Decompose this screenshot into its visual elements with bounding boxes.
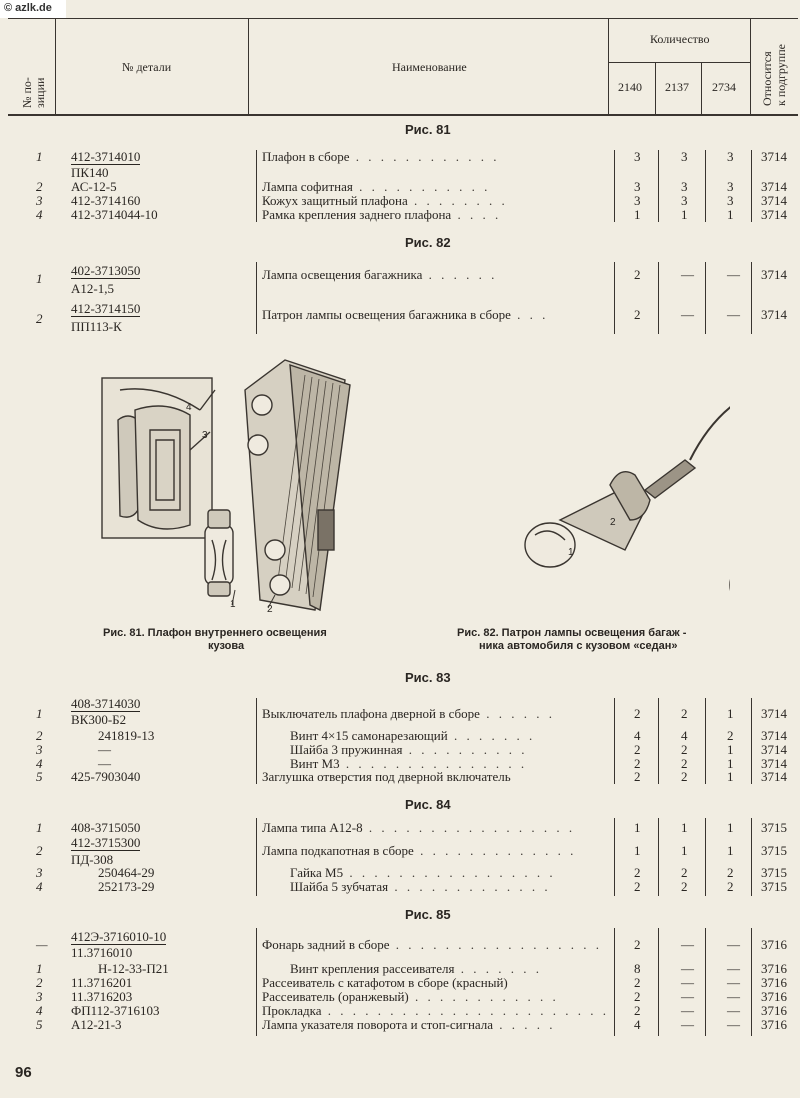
row-qty-2140: 8 bbox=[634, 961, 641, 976]
row-part-number-alt: ПД-308 bbox=[71, 852, 114, 867]
row-qty-2140: 1 bbox=[634, 843, 641, 858]
table-row bbox=[0, 962, 800, 976]
row-name: Рамка крепления заднего плафона . . . . bbox=[262, 208, 502, 222]
row-part-number: 252173-29 bbox=[98, 879, 155, 894]
row-pos: 3 bbox=[36, 989, 43, 1004]
section-title-84: Рис. 84 bbox=[405, 797, 451, 812]
fig81-bulb bbox=[205, 510, 233, 596]
fig82-callout-2: 2 bbox=[610, 517, 616, 528]
row-name: Патрон лампы освещения багажника в сборе . . . bbox=[262, 308, 549, 322]
header-qty-2140: 2140 bbox=[618, 80, 642, 94]
row-part-number: 412-3714150 bbox=[71, 301, 141, 316]
row-qty-2734: — bbox=[727, 267, 740, 282]
watermark: © azlk.de bbox=[0, 0, 66, 18]
section-title-83: Рис. 83 bbox=[405, 670, 451, 685]
header-pos-label-2: зиции bbox=[33, 77, 47, 108]
row-pos: 4 bbox=[36, 756, 43, 771]
row-part-number: 11.3716203 bbox=[71, 989, 133, 1004]
row-group: 3715 bbox=[761, 865, 787, 880]
table-row bbox=[0, 180, 800, 194]
row-group: 3714 bbox=[761, 193, 787, 208]
row-group: 3715 bbox=[761, 879, 787, 894]
row-qty-2140: 2 bbox=[634, 769, 641, 784]
row-pos: 5 bbox=[36, 769, 43, 784]
row-qty-2137: — bbox=[681, 961, 694, 976]
row-qty-2734: 2 bbox=[727, 879, 734, 894]
row-part-number: 241819-13 bbox=[98, 728, 155, 743]
row-qty-2734: 3 bbox=[727, 149, 734, 164]
row-group: 3714 bbox=[761, 769, 787, 784]
row-part-number-alt: ПК140 bbox=[71, 165, 109, 180]
table-row-sub bbox=[0, 713, 800, 727]
row-group: 3714 bbox=[761, 149, 787, 164]
row-part-number: — bbox=[98, 742, 111, 757]
section-title-82: Рис. 82 bbox=[405, 235, 451, 250]
row-qty-2137: 1 bbox=[681, 843, 688, 858]
table-row bbox=[0, 770, 800, 784]
row-pos: 2 bbox=[36, 311, 43, 326]
row-part-number-alt: 11.3716010 bbox=[71, 945, 133, 960]
row-part-number: 412Э-3716010-10 bbox=[71, 929, 167, 944]
row-name: Лампа указателя поворота и стоп-сигнала . . . . . bbox=[262, 1018, 556, 1032]
row-pos: 2 bbox=[36, 975, 43, 990]
table-row bbox=[0, 835, 800, 858]
row-name: Рассеиватель с катафотом в сборе (красный) bbox=[262, 976, 508, 990]
header-group-label-2: к подгруппе bbox=[774, 44, 788, 106]
row-pos: 1 bbox=[36, 271, 43, 286]
row-name: Шайба 3 пружинная . . . . . . . . . . bbox=[290, 743, 528, 757]
row-qty-2137: 2 bbox=[681, 706, 688, 721]
row-part-number: А12-21-3 bbox=[71, 1017, 122, 1032]
row-qty-2137: 2 bbox=[681, 742, 688, 757]
row-group: 3716 bbox=[761, 1017, 787, 1032]
fig82-callout-1: 1 bbox=[568, 547, 574, 558]
table-row bbox=[0, 866, 800, 880]
row-qty-2734: — bbox=[727, 937, 740, 952]
row-qty-2734: 1 bbox=[727, 706, 734, 721]
section-title-85: Рис. 85 bbox=[405, 907, 451, 922]
fig81-inset bbox=[102, 378, 215, 538]
row-qty-2137: — bbox=[681, 989, 694, 1004]
row-name: Лампа подкапотная в сборе . . . . . . . . . . . . . bbox=[262, 844, 577, 858]
row-pos: 3 bbox=[36, 742, 43, 757]
row-pos: 1 bbox=[36, 706, 43, 721]
row-pos: 3 bbox=[36, 193, 43, 208]
row-group: 3714 bbox=[761, 307, 787, 322]
table-row bbox=[0, 821, 800, 835]
table-row bbox=[0, 263, 800, 286]
row-name: Винт крепления рассеивателя . . . . . . . bbox=[290, 962, 542, 976]
table-row bbox=[0, 976, 800, 990]
row-name: Плафон в сборе . . . . . . . . . . . . bbox=[262, 150, 500, 164]
row-qty-2140: 3 bbox=[634, 149, 641, 164]
table-row bbox=[0, 729, 800, 743]
row-part-number: 412-3714010 bbox=[71, 149, 141, 164]
row-qty-2137: — bbox=[681, 937, 694, 952]
header-qty-label: Количество bbox=[650, 32, 710, 46]
row-qty-2734: 1 bbox=[727, 742, 734, 757]
header-qty-2137: 2137 bbox=[665, 80, 689, 94]
row-name: Лампа софитная . . . . . . . . . . . bbox=[262, 180, 491, 194]
table-row bbox=[0, 929, 800, 952]
row-group: 3716 bbox=[761, 961, 787, 976]
row-group: 3714 bbox=[761, 207, 787, 222]
row-qty-2137: — bbox=[681, 1003, 694, 1018]
row-part-number: Н-12-33-П21 bbox=[98, 961, 169, 976]
row-pos: 2 bbox=[36, 179, 43, 194]
row-qty-2140: 2 bbox=[634, 307, 641, 322]
row-group: 3715 bbox=[761, 820, 787, 835]
row-pos: 4 bbox=[36, 1003, 43, 1018]
row-group: 3714 bbox=[761, 179, 787, 194]
row-pos: 2 bbox=[36, 843, 43, 858]
table-row-sub bbox=[0, 166, 800, 180]
row-pos: 1 bbox=[36, 149, 43, 164]
row-name: Лампа типа А12-8 . . . . . . . . . . . . . . . . . bbox=[262, 821, 576, 835]
row-qty-2734: 2 bbox=[727, 728, 734, 743]
row-qty-2137: 4 bbox=[681, 728, 688, 743]
row-part-number: 412-3714160 bbox=[71, 193, 141, 208]
row-qty-2140: 2 bbox=[634, 267, 641, 282]
table-row-sub bbox=[0, 946, 800, 960]
row-part-number: 408-3714030 bbox=[71, 696, 141, 711]
row-qty-2140: 2 bbox=[634, 742, 641, 757]
row-qty-2140: 2 bbox=[634, 975, 641, 990]
fig81-callout-4: 4 bbox=[186, 402, 192, 413]
row-group: 3714 bbox=[761, 706, 787, 721]
row-pos: 5 bbox=[36, 1017, 43, 1032]
row-qty-2734: 2 bbox=[727, 865, 734, 880]
page-number: 96 bbox=[15, 1064, 32, 1081]
row-part-number: — bbox=[98, 756, 111, 771]
row-part-number: АС-12-5 bbox=[71, 179, 117, 194]
row-qty-2734: — bbox=[727, 1003, 740, 1018]
row-part-number: 408-3715050 bbox=[71, 820, 141, 835]
row-group: 3715 bbox=[761, 843, 787, 858]
row-pos: 3 bbox=[36, 865, 43, 880]
row-qty-2140: 2 bbox=[634, 706, 641, 721]
fig81-caption-line2: кузова bbox=[208, 640, 245, 652]
fig82-caption-line1: Рис. 82. Патрон лампы освещения багаж - bbox=[457, 627, 687, 639]
row-part-number-alt: ВК300-Б2 bbox=[71, 712, 127, 727]
row-group: 3714 bbox=[761, 267, 787, 282]
row-part-number: 11.3716201 bbox=[71, 975, 133, 990]
row-qty-2140: 3 bbox=[634, 179, 641, 194]
row-group: 3716 bbox=[761, 989, 787, 1004]
table-row bbox=[0, 743, 800, 757]
row-group: 3714 bbox=[761, 742, 787, 757]
row-group: 3716 bbox=[761, 1003, 787, 1018]
row-qty-2734: — bbox=[727, 1017, 740, 1032]
row-qty-2137: 3 bbox=[681, 149, 688, 164]
row-qty-2734: 1 bbox=[727, 207, 734, 222]
header-qty-2734: 2734 bbox=[712, 80, 736, 94]
table-row bbox=[0, 301, 800, 326]
row-qty-2137: 3 bbox=[681, 179, 688, 194]
header-pos-label-1: № по- bbox=[20, 77, 34, 108]
table-row-sub bbox=[0, 320, 800, 334]
figure-illustrations bbox=[90, 350, 730, 625]
row-name: Винт 4×15 самонарезающий . . . . . . . bbox=[290, 729, 536, 743]
table-row bbox=[0, 1004, 800, 1018]
row-qty-2140: 3 bbox=[634, 193, 641, 208]
row-pos: 1 bbox=[36, 820, 43, 835]
fig81-caption-line1: Рис. 81. Плафон внутреннего освещения bbox=[103, 627, 327, 639]
row-name: Рассеиватель (оранжевый) . . . . . . . . . . . . bbox=[262, 990, 559, 1004]
row-pos: 2 bbox=[36, 728, 43, 743]
table-row bbox=[0, 1018, 800, 1032]
row-qty-2140: 4 bbox=[634, 1017, 641, 1032]
row-qty-2137: — bbox=[681, 267, 694, 282]
row-qty-2140: 1 bbox=[634, 207, 641, 222]
row-qty-2137: 2 bbox=[681, 756, 688, 771]
section-title-81: Рис. 81 bbox=[405, 122, 451, 137]
fig81-callout-3: 3 bbox=[202, 430, 208, 441]
row-name: Шайба 5 зубчатая . . . . . . . . . . . . . bbox=[290, 880, 551, 894]
row-qty-2137: — bbox=[681, 975, 694, 990]
row-qty-2140: 4 bbox=[634, 728, 641, 743]
row-qty-2734: 1 bbox=[727, 820, 734, 835]
row-qty-2137: 2 bbox=[681, 769, 688, 784]
row-pos: 4 bbox=[36, 207, 43, 222]
row-part-number: ФП112-3716103 bbox=[71, 1003, 160, 1018]
row-qty-2734: 3 bbox=[727, 179, 734, 194]
table-row bbox=[0, 208, 800, 222]
row-name: Фонарь задний в сборе . . . . . . . . . . . . . . . . . bbox=[262, 938, 603, 952]
row-qty-2137: 2 bbox=[681, 865, 688, 880]
fig81-callout-2: 2 bbox=[267, 604, 273, 615]
row-qty-2140: 1 bbox=[634, 820, 641, 835]
row-name: Заглушка отверстия под дверной включатель bbox=[262, 770, 511, 784]
row-qty-2734: — bbox=[727, 975, 740, 990]
row-group: 3714 bbox=[761, 756, 787, 771]
row-qty-2137: — bbox=[681, 307, 694, 322]
row-qty-2734: 3 bbox=[727, 193, 734, 208]
row-part-number: 412-3714044-10 bbox=[71, 207, 158, 222]
row-qty-2140: 2 bbox=[634, 879, 641, 894]
header-group-label-1: Относится bbox=[760, 51, 774, 106]
table-row-sub bbox=[0, 282, 800, 296]
row-qty-2734: 1 bbox=[727, 843, 734, 858]
row-group: 3714 bbox=[761, 728, 787, 743]
row-part-number: 425-7903040 bbox=[71, 769, 141, 784]
header-part-label: № детали bbox=[122, 60, 172, 74]
row-part-number: 402-3713050 bbox=[71, 263, 141, 278]
row-name: Винт М3 . . . . . . . . . . . . . . . bbox=[290, 757, 528, 771]
row-name: Кожух защитный плафона . . . . . . . . bbox=[262, 194, 508, 208]
row-part-number-alt: А12-1,5 bbox=[71, 281, 114, 296]
row-name: Выключатель плафона дверной в сборе . . . . . . bbox=[262, 707, 555, 721]
row-qty-2140: 2 bbox=[634, 756, 641, 771]
row-pos: — bbox=[36, 937, 48, 952]
row-part-number: 250464-29 bbox=[98, 865, 155, 880]
header-name-label: Наименование bbox=[392, 60, 467, 74]
fig81-housing bbox=[245, 360, 350, 610]
row-qty-2734: — bbox=[727, 961, 740, 976]
table-row bbox=[0, 990, 800, 1004]
row-group: 3716 bbox=[761, 937, 787, 952]
row-pos: 4 bbox=[36, 879, 43, 894]
row-qty-2137: 3 bbox=[681, 193, 688, 208]
row-qty-2137: — bbox=[681, 1017, 694, 1032]
row-part-number: 412-3715300 bbox=[71, 835, 141, 850]
fig81-callout-1: 1 bbox=[230, 599, 236, 610]
row-name: Гайка М5 . . . . . . . . . . . . . . . . . bbox=[290, 866, 556, 880]
row-group: 3716 bbox=[761, 975, 787, 990]
row-qty-2140: 2 bbox=[634, 865, 641, 880]
row-qty-2137: 2 bbox=[681, 879, 688, 894]
table-row bbox=[0, 150, 800, 164]
row-qty-2734: — bbox=[727, 307, 740, 322]
table-row bbox=[0, 880, 800, 894]
row-qty-2140: 2 bbox=[634, 1003, 641, 1018]
row-qty-2137: 1 bbox=[681, 820, 688, 835]
fig82-socket bbox=[525, 397, 730, 601]
row-qty-2140: 2 bbox=[634, 937, 641, 952]
row-qty-2734: — bbox=[727, 989, 740, 1004]
row-pos: 1 bbox=[36, 961, 43, 976]
fig82-caption-line2: ника автомобиля с кузовом «седан» bbox=[479, 640, 678, 652]
row-name: Прокладка . . . . . . . . . . . . . . . . . . . . . . . bbox=[262, 1004, 609, 1018]
row-qty-2734: 1 bbox=[727, 756, 734, 771]
row-qty-2734: 1 bbox=[727, 769, 734, 784]
row-name: Лампа освещения багажника . . . . . . bbox=[262, 268, 498, 282]
table-row bbox=[0, 194, 800, 208]
row-qty-2137: 1 bbox=[681, 207, 688, 222]
row-part-number-alt: ПП113-К bbox=[71, 319, 122, 334]
row-qty-2140: 2 bbox=[634, 989, 641, 1004]
